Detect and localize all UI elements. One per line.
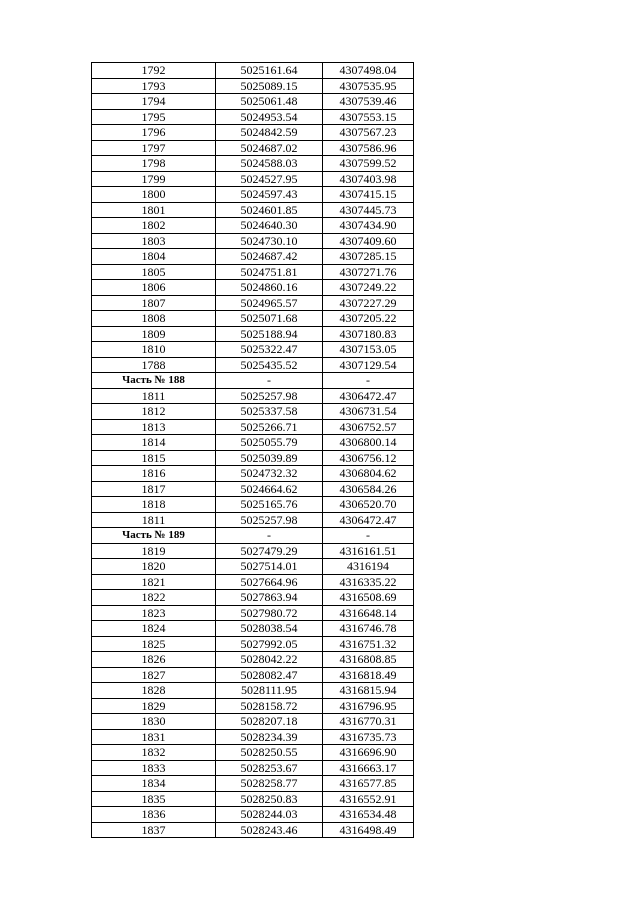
y-coordinate-cell: 4316335.22 (323, 574, 414, 590)
y-coordinate-cell: 4316552.91 (323, 791, 414, 807)
y-coordinate-cell: 4316746.78 (323, 621, 414, 637)
point-number-cell: Часть № 188 (92, 373, 216, 389)
table-row (92, 187, 414, 203)
y-coordinate-cell: 4306800.14 (323, 435, 414, 451)
x-coordinate-cell: 5028243.46 (216, 822, 323, 838)
point-number-cell: 1804 (92, 249, 216, 265)
y-coordinate-cell: 4307205.22 (323, 311, 414, 327)
y-coordinate-cell: 4307227.29 (323, 295, 414, 311)
table-row (92, 326, 414, 342)
point-number-cell: 1798 (92, 156, 216, 172)
point-number-cell: 1813 (92, 419, 216, 435)
y-coordinate-cell: 4307498.04 (323, 63, 414, 79)
y-coordinate-cell: 4306731.54 (323, 404, 414, 420)
y-coordinate-cell: 4316818.49 (323, 667, 414, 683)
x-coordinate-cell: 5025435.52 (216, 357, 323, 373)
point-number-cell: 1799 (92, 171, 216, 187)
point-number-cell: 1830 (92, 714, 216, 730)
y-coordinate-cell: - (323, 373, 414, 389)
x-coordinate-cell: 5027514.01 (216, 559, 323, 575)
x-coordinate-cell: 5024588.03 (216, 156, 323, 172)
point-number-cell: 1810 (92, 342, 216, 358)
point-number-cell: 1809 (92, 326, 216, 342)
y-coordinate-cell: 4316161.51 (323, 543, 414, 559)
table-row (92, 605, 414, 621)
table-row (92, 140, 414, 156)
point-number-cell: 1811 (92, 512, 216, 528)
point-number-cell: 1837 (92, 822, 216, 838)
point-number-cell: 1795 (92, 109, 216, 125)
y-coordinate-cell: 4307599.52 (323, 156, 414, 172)
x-coordinate-cell: 5024730.10 (216, 233, 323, 249)
point-number-cell: 1807 (92, 295, 216, 311)
point-number-cell: 1792 (92, 63, 216, 79)
table-row (92, 171, 414, 187)
y-coordinate-cell: 4307539.46 (323, 94, 414, 110)
point-number-cell: 1808 (92, 311, 216, 327)
y-coordinate-cell: 4316735.73 (323, 729, 414, 745)
point-number-cell: 1826 (92, 652, 216, 668)
point-number-cell: 1793 (92, 78, 216, 94)
point-number-cell: 1812 (92, 404, 216, 420)
table-row (92, 373, 414, 389)
y-coordinate-cell: 4316577.85 (323, 776, 414, 792)
y-coordinate-cell: 4306520.70 (323, 497, 414, 513)
point-number-cell: 1806 (92, 280, 216, 296)
table-row (92, 218, 414, 234)
table-row (92, 249, 414, 265)
y-coordinate-cell: 4307415.15 (323, 187, 414, 203)
y-coordinate-cell: 4316498.49 (323, 822, 414, 838)
y-coordinate-cell: 4316808.85 (323, 652, 414, 668)
table-row (92, 822, 414, 838)
x-coordinate-cell: 5024965.57 (216, 295, 323, 311)
point-number-cell: 1811 (92, 388, 216, 404)
y-coordinate-cell: 4306584.26 (323, 481, 414, 497)
point-number-cell: 1820 (92, 559, 216, 575)
y-coordinate-cell: 4316796.95 (323, 698, 414, 714)
x-coordinate-cell: - (216, 528, 323, 544)
point-number-cell: 1834 (92, 776, 216, 792)
table-row (92, 512, 414, 528)
table-row (92, 543, 414, 559)
y-coordinate-cell: 4307553.15 (323, 109, 414, 125)
table-row (92, 559, 414, 575)
table-row (92, 156, 414, 172)
x-coordinate-cell: 5028234.39 (216, 729, 323, 745)
point-number-cell: 1802 (92, 218, 216, 234)
table-row (92, 636, 414, 652)
table-row (92, 295, 414, 311)
table-row (92, 621, 414, 637)
table-row (92, 729, 414, 745)
table-row (92, 698, 414, 714)
point-number-cell: 1835 (92, 791, 216, 807)
x-coordinate-cell: 5025257.98 (216, 512, 323, 528)
table-row (92, 667, 414, 683)
coordinates-table (91, 62, 414, 838)
y-coordinate-cell: 4307567.23 (323, 125, 414, 141)
x-coordinate-cell: 5024527.95 (216, 171, 323, 187)
x-coordinate-cell: 5024687.42 (216, 249, 323, 265)
y-coordinate-cell: 4316194 (323, 559, 414, 575)
x-coordinate-cell: 5028158.72 (216, 698, 323, 714)
y-coordinate-cell: 4306756.12 (323, 450, 414, 466)
table-row (92, 357, 414, 373)
x-coordinate-cell: 5025266.71 (216, 419, 323, 435)
y-coordinate-cell: 4307285.15 (323, 249, 414, 265)
point-number-cell: 1827 (92, 667, 216, 683)
table-row (92, 280, 414, 296)
x-coordinate-cell: 5025257.98 (216, 388, 323, 404)
table-row (92, 202, 414, 218)
y-coordinate-cell: 4307153.05 (323, 342, 414, 358)
y-coordinate-cell: 4316696.90 (323, 745, 414, 761)
x-coordinate-cell: 5025071.68 (216, 311, 323, 327)
x-coordinate-cell: 5024601.85 (216, 202, 323, 218)
point-number-cell: 1797 (92, 140, 216, 156)
x-coordinate-cell: 5028244.03 (216, 807, 323, 823)
x-coordinate-cell: 5027992.05 (216, 636, 323, 652)
x-coordinate-cell: 5025322.47 (216, 342, 323, 358)
x-coordinate-cell: 5028111.95 (216, 683, 323, 699)
table-row (92, 63, 414, 79)
y-coordinate-cell: 4306472.47 (323, 388, 414, 404)
table-row (92, 419, 414, 435)
point-number-cell: 1796 (92, 125, 216, 141)
table-row (92, 528, 414, 544)
table-row (92, 264, 414, 280)
table-row (92, 109, 414, 125)
table-row (92, 78, 414, 94)
x-coordinate-cell: 5024597.43 (216, 187, 323, 203)
table-row (92, 791, 414, 807)
table-row (92, 652, 414, 668)
x-coordinate-cell: 5024664.62 (216, 481, 323, 497)
x-coordinate-cell: 5025061.48 (216, 94, 323, 110)
point-number-cell: 1829 (92, 698, 216, 714)
x-coordinate-cell: 5028250.83 (216, 791, 323, 807)
y-coordinate-cell: 4307129.54 (323, 357, 414, 373)
y-coordinate-cell: 4316508.69 (323, 590, 414, 606)
point-number-cell: 1819 (92, 543, 216, 559)
table-row (92, 574, 414, 590)
table-row (92, 760, 414, 776)
x-coordinate-cell: 5028038.54 (216, 621, 323, 637)
point-number-cell: Часть № 189 (92, 528, 216, 544)
point-number-cell: 1818 (92, 497, 216, 513)
point-number-cell: 1832 (92, 745, 216, 761)
y-coordinate-cell: 4307180.83 (323, 326, 414, 342)
x-coordinate-cell: 5025039.89 (216, 450, 323, 466)
point-number-cell: 1823 (92, 605, 216, 621)
coordinates-table-body (92, 63, 414, 838)
point-number-cell: 1825 (92, 636, 216, 652)
table-row (92, 590, 414, 606)
y-coordinate-cell: 4316815.94 (323, 683, 414, 699)
y-coordinate-cell: 4307409.60 (323, 233, 414, 249)
x-coordinate-cell: 5028082.47 (216, 667, 323, 683)
point-number-cell: 1833 (92, 760, 216, 776)
y-coordinate-cell: 4306472.47 (323, 512, 414, 528)
x-coordinate-cell: 5025188.94 (216, 326, 323, 342)
point-number-cell: 1828 (92, 683, 216, 699)
table-row (92, 233, 414, 249)
table-row (92, 388, 414, 404)
x-coordinate-cell: 5025337.58 (216, 404, 323, 420)
table-row (92, 807, 414, 823)
y-coordinate-cell: - (323, 528, 414, 544)
x-coordinate-cell: 5027479.29 (216, 543, 323, 559)
table-row (92, 450, 414, 466)
y-coordinate-cell: 4316648.14 (323, 605, 414, 621)
y-coordinate-cell: 4307434.90 (323, 218, 414, 234)
x-coordinate-cell: 5027863.94 (216, 590, 323, 606)
x-coordinate-cell: 5025089.15 (216, 78, 323, 94)
y-coordinate-cell: 4316751.32 (323, 636, 414, 652)
table-row (92, 125, 414, 141)
x-coordinate-cell: 5025055.79 (216, 435, 323, 451)
y-coordinate-cell: 4306752.57 (323, 419, 414, 435)
table-row (92, 776, 414, 792)
point-number-cell: 1794 (92, 94, 216, 110)
point-number-cell: 1800 (92, 187, 216, 203)
x-coordinate-cell: - (216, 373, 323, 389)
table-row (92, 683, 414, 699)
x-coordinate-cell: 5024732.32 (216, 466, 323, 482)
x-coordinate-cell: 5024860.16 (216, 280, 323, 296)
table-row (92, 497, 414, 513)
point-number-cell: 1836 (92, 807, 216, 823)
point-number-cell: 1805 (92, 264, 216, 280)
table-row (92, 745, 414, 761)
table-row (92, 94, 414, 110)
table-row (92, 435, 414, 451)
y-coordinate-cell: 4307403.98 (323, 171, 414, 187)
point-number-cell: 1816 (92, 466, 216, 482)
x-coordinate-cell: 5027664.96 (216, 574, 323, 590)
x-coordinate-cell: 5025165.76 (216, 497, 323, 513)
y-coordinate-cell: 4307535.95 (323, 78, 414, 94)
table-row (92, 481, 414, 497)
point-number-cell: 1821 (92, 574, 216, 590)
point-number-cell: 1803 (92, 233, 216, 249)
table-row (92, 342, 414, 358)
y-coordinate-cell: 4307249.22 (323, 280, 414, 296)
x-coordinate-cell: 5025161.64 (216, 63, 323, 79)
point-number-cell: 1788 (92, 357, 216, 373)
point-number-cell: 1817 (92, 481, 216, 497)
x-coordinate-cell: 5024751.81 (216, 264, 323, 280)
x-coordinate-cell: 5024953.54 (216, 109, 323, 125)
x-coordinate-cell: 5027980.72 (216, 605, 323, 621)
y-coordinate-cell: 4316770.31 (323, 714, 414, 730)
x-coordinate-cell: 5024687.02 (216, 140, 323, 156)
x-coordinate-cell: 5028207.18 (216, 714, 323, 730)
y-coordinate-cell: 4316534.48 (323, 807, 414, 823)
table-row (92, 714, 414, 730)
x-coordinate-cell: 5024842.59 (216, 125, 323, 141)
table-row (92, 466, 414, 482)
x-coordinate-cell: 5028258.77 (216, 776, 323, 792)
y-coordinate-cell: 4306804.62 (323, 466, 414, 482)
x-coordinate-cell: 5028253.67 (216, 760, 323, 776)
x-coordinate-cell: 5028250.55 (216, 745, 323, 761)
y-coordinate-cell: 4307271.76 (323, 264, 414, 280)
point-number-cell: 1824 (92, 621, 216, 637)
point-number-cell: 1831 (92, 729, 216, 745)
point-number-cell: 1822 (92, 590, 216, 606)
x-coordinate-cell: 5024640.30 (216, 218, 323, 234)
point-number-cell: 1814 (92, 435, 216, 451)
y-coordinate-cell: 4307445.73 (323, 202, 414, 218)
x-coordinate-cell: 5028042.22 (216, 652, 323, 668)
table-row (92, 404, 414, 420)
point-number-cell: 1801 (92, 202, 216, 218)
point-number-cell: 1815 (92, 450, 216, 466)
table-row (92, 311, 414, 327)
y-coordinate-cell: 4316663.17 (323, 760, 414, 776)
y-coordinate-cell: 4307586.96 (323, 140, 414, 156)
